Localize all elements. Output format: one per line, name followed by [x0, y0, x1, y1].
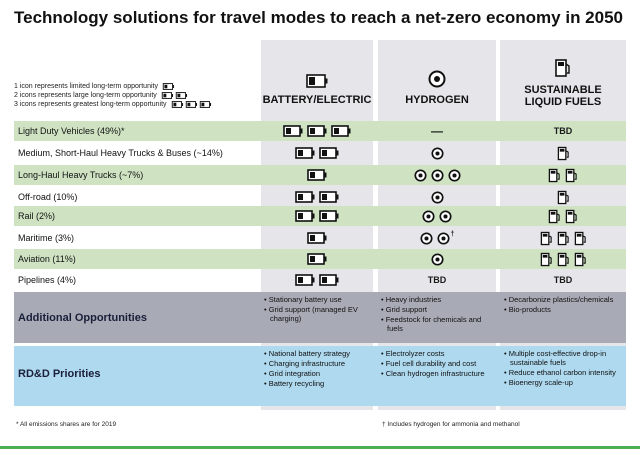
hydrogen-priorities-list: [381, 350, 497, 380]
row-label: Off-road (10%): [18, 192, 78, 202]
hydrogen-icon: [431, 191, 444, 204]
tbd-label: TBD: [553, 275, 573, 285]
not-applicable-mark: —: [431, 124, 443, 138]
battery-priorities-list: [264, 350, 374, 390]
battery-icon: [319, 210, 339, 222]
footnote-marker: †: [450, 231, 455, 238]
fuel-pump-icon: [540, 231, 553, 246]
row-label: Long-Haul Heavy Trucks (~7%): [18, 170, 144, 180]
battery-icon: [295, 210, 315, 222]
fuel-priorities-list: [504, 350, 626, 389]
hydrogen-icon: [448, 169, 461, 182]
fuel-pump-icon: [548, 209, 561, 224]
table-row: [14, 121, 626, 141]
battery-opportunities-list: [264, 296, 374, 325]
list-item: • Grid support: [381, 306, 497, 315]
rdd-priorities-section: [14, 346, 626, 406]
battery-column-header: [261, 66, 373, 106]
hydrogen-icon: [414, 169, 427, 182]
table-row: [14, 228, 626, 248]
fuel-pump-icon: [565, 209, 578, 224]
battery-icon: [307, 169, 327, 181]
legend: [14, 82, 259, 109]
row-label: Pipelines (4%): [18, 275, 77, 285]
list-item: • Bioenergy scale-up: [504, 379, 626, 388]
list-item: • Charging infrastructure: [264, 360, 374, 369]
legend-row: [14, 100, 259, 109]
battery-cell: [261, 270, 373, 290]
additional-opportunities-section: [14, 292, 626, 343]
fuel-cell: [500, 270, 626, 290]
legend-row: [14, 82, 259, 91]
battery-icon: [307, 253, 327, 265]
list-item: • Clean hydrogen infrastructure: [381, 370, 497, 379]
bottom-bar: [0, 446, 640, 449]
battery-icon: [261, 66, 373, 88]
column-label: BATTERY/ELECTRIC: [262, 94, 372, 106]
battery-cell: [261, 228, 373, 248]
column-label: HYDROGEN: [405, 94, 469, 106]
table-row: [14, 206, 626, 226]
row-label: Maritime (3%): [18, 233, 75, 243]
battery-icon: [185, 101, 198, 108]
hydrogen-icon: [437, 232, 450, 245]
fuel-cell: [500, 121, 626, 141]
hydrogen-footnote: † Includes hydrogen for ammonia and methanol: [382, 421, 520, 428]
battery-cell: [261, 206, 373, 226]
battery-icon: [307, 232, 327, 244]
list-item: • Grid integration: [264, 370, 374, 379]
fuel-pump-icon: [557, 190, 570, 205]
list-item: • Bio-products: [504, 306, 626, 315]
legend-icons: [171, 101, 212, 108]
battery-icon: [295, 274, 315, 286]
battery-cell: [261, 187, 373, 207]
hydrogen-cell: [378, 270, 496, 290]
hydrogen-icon: [431, 253, 444, 266]
fuel-cell: [500, 249, 626, 269]
list-item: • Stationary battery use: [264, 296, 374, 305]
table-row: [14, 187, 626, 207]
fuel-cell: [500, 187, 626, 207]
fuel-pump-icon: [557, 146, 570, 161]
page-title: Technology solutions for travel modes to reach a net-zero economy in 2050: [14, 8, 623, 27]
hydrogen-icon: [420, 232, 433, 245]
hydrogen-icon: [439, 210, 452, 223]
tbd-label: TBD: [553, 126, 573, 136]
table-row: [14, 165, 626, 185]
battery-icon: [319, 147, 339, 159]
battery-icon: [319, 274, 339, 286]
fuel-cell: [500, 206, 626, 226]
hydrogen-cell: [378, 206, 496, 226]
fuel-column-header: [500, 56, 626, 108]
hydrogen-cell: [378, 121, 496, 141]
battery-cell: [261, 249, 373, 269]
table-row: [14, 270, 626, 290]
fuel-pump-icon: [500, 56, 626, 78]
section-title: RD&D Priorities: [18, 368, 101, 380]
row-label: Rail (2%): [18, 211, 56, 221]
list-item: • Battery recycling: [264, 380, 374, 389]
hydrogen-cell: [378, 228, 496, 248]
hydrogen-cell: [378, 143, 496, 163]
battery-cell: [261, 121, 373, 141]
row-label: Light Duty Vehicles (49%)*: [18, 126, 125, 136]
list-item: • Multiple cost-effective drop-in sustainable fuels: [504, 350, 626, 367]
legend-icons: [162, 83, 175, 90]
battery-icon: [295, 191, 315, 203]
list-item: • Feedstock for chemicals and fuels: [381, 316, 497, 333]
fuel-cell: [500, 165, 626, 185]
battery-icon: [295, 147, 315, 159]
row-label: Aviation (11%): [18, 254, 76, 264]
battery-icon: [319, 191, 339, 203]
table-row: [14, 143, 626, 163]
list-item: • Reduce ethanol carbon intensity: [504, 369, 626, 378]
tbd-label: TBD: [427, 275, 447, 285]
list-item: • National battery strategy: [264, 350, 374, 359]
legend-text: 2 icons represents large long-term opportunity: [14, 92, 157, 99]
battery-cell: [261, 143, 373, 163]
battery-icon: [171, 101, 184, 108]
battery-icon: [199, 101, 212, 108]
fuel-pump-icon: [574, 231, 587, 246]
row-label: Medium, Short-Haul Heavy Trucks & Buses (~14%): [18, 148, 223, 158]
battery-icon: [161, 92, 174, 99]
battery-icon: [175, 92, 188, 99]
hydrogen-cell: [378, 165, 496, 185]
battery-icon: [331, 125, 351, 137]
hydrogen-opportunities-list: [381, 296, 497, 335]
list-item: • Electrolyzer costs: [381, 350, 497, 359]
fuel-pump-icon: [565, 168, 578, 183]
legend-row: [14, 91, 259, 100]
hydrogen-cell: [378, 187, 496, 207]
emissions-footnote: * All emissions shares are for 2019: [16, 421, 117, 428]
list-item: • Grid support (managed EV charging): [264, 306, 374, 323]
legend-text: 1 icon represents limited long-term opportunity: [14, 83, 158, 90]
hydrogen-icon: [378, 66, 496, 88]
list-item: • Fuel cell durability and cost: [381, 360, 497, 369]
fuel-cell: [500, 228, 626, 248]
battery-icon: [307, 125, 327, 137]
section-title: Additional Opportunities: [18, 312, 147, 324]
fuel-cell: [500, 143, 626, 163]
fuel-pump-icon: [557, 231, 570, 246]
battery-icon: [283, 125, 303, 137]
fuel-pump-icon: [574, 252, 587, 267]
hydrogen-column-header: [378, 66, 496, 106]
fuel-pump-icon: [557, 252, 570, 267]
column-label: SUSTAINABLE LIQUID FUELS: [524, 84, 602, 108]
fuel-opportunities-list: [504, 296, 626, 316]
hydrogen-icon: [431, 147, 444, 160]
legend-text: 3 icons represents greatest long-term opportunity: [14, 101, 167, 108]
legend-icons: [161, 92, 188, 99]
battery-cell: [261, 165, 373, 185]
hydrogen-cell: [378, 249, 496, 269]
fuel-pump-icon: [548, 168, 561, 183]
fuel-pump-icon: [540, 252, 553, 267]
hydrogen-icon: [431, 169, 444, 182]
table-row: [14, 249, 626, 269]
battery-icon: [162, 83, 175, 90]
list-item: • Heavy industries: [381, 296, 497, 305]
list-item: • Decarbonize plastics/chemicals: [504, 296, 626, 305]
hydrogen-icon: [422, 210, 435, 223]
